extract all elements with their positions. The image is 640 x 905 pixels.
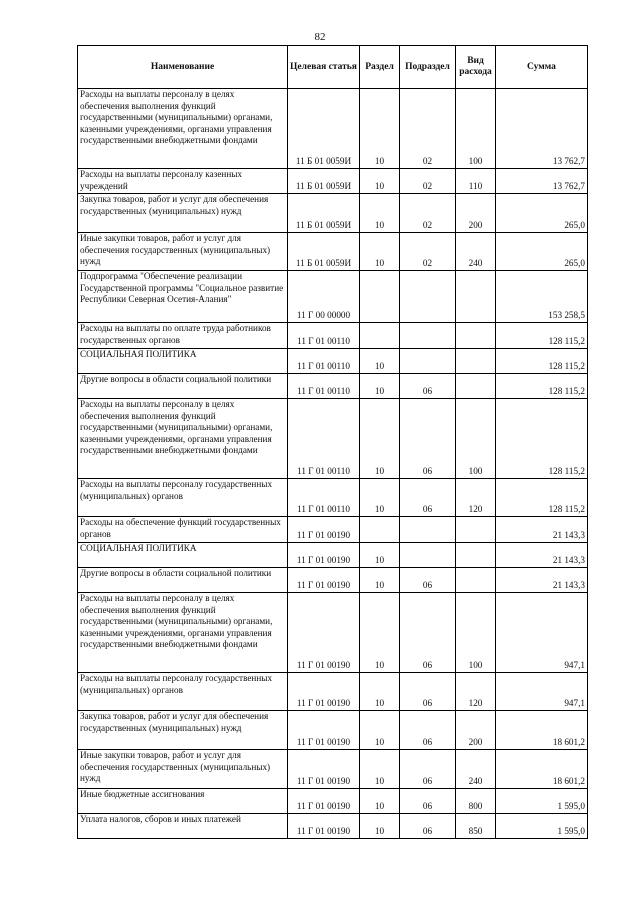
header-name: Наименование bbox=[78, 46, 288, 89]
row-name: Расходы на выплаты персоналу государственных (муниципальных) органов bbox=[78, 673, 288, 711]
row-section: 10 bbox=[360, 543, 400, 568]
row-expense-type bbox=[456, 374, 496, 399]
row-subsection: 06 bbox=[400, 789, 456, 814]
table-row bbox=[78, 593, 588, 673]
row-name: Расходы на выплаты персоналу государственных (муниципальных) органов bbox=[78, 479, 288, 517]
row-name: Расходы на выплаты персоналу в целях обеспечения выполнения функций государственными (муниципальными) органами, казенными учреждениями, органами управления государственными внебюджетными фондами bbox=[78, 593, 288, 673]
row-target: 11 Б 01 0059И bbox=[288, 169, 360, 194]
table-row bbox=[78, 399, 588, 479]
row-sum: 153 258,5 bbox=[496, 271, 588, 323]
row-section: 10 bbox=[360, 399, 400, 479]
table-row bbox=[78, 271, 588, 323]
row-target: 11 Г 01 00190 bbox=[288, 789, 360, 814]
row-section: 10 bbox=[360, 568, 400, 593]
table-row bbox=[78, 673, 588, 711]
row-section: 10 bbox=[360, 789, 400, 814]
table-row bbox=[78, 543, 588, 568]
row-sum: 21 143,3 bbox=[496, 517, 588, 543]
row-sum: 21 143,3 bbox=[496, 543, 588, 568]
table-row bbox=[78, 233, 588, 271]
row-expense-type: 850 bbox=[456, 814, 496, 839]
row-section: 10 bbox=[360, 374, 400, 399]
row-expense-type bbox=[456, 517, 496, 543]
row-expense-type: 100 bbox=[456, 399, 496, 479]
row-expense-type: 240 bbox=[456, 750, 496, 789]
row-sum: 18 601,2 bbox=[496, 750, 588, 789]
row-target: 11 Г 01 00190 bbox=[288, 673, 360, 711]
row-name: Закупка товаров, работ и услуг для обеспечения государственных (муниципальных) нужд bbox=[78, 711, 288, 750]
row-expense-type: 120 bbox=[456, 673, 496, 711]
row-subsection bbox=[400, 271, 456, 323]
header-section: Раздел bbox=[360, 46, 400, 89]
row-target: 11 Г 01 00190 bbox=[288, 593, 360, 673]
row-name: Расходы на выплаты персоналу казенных учреждений bbox=[78, 169, 288, 194]
row-target: 11 Г 01 00190 bbox=[288, 543, 360, 568]
row-name: Другие вопросы в области социальной политики bbox=[78, 374, 288, 399]
row-target: 11 Б 01 0059И bbox=[288, 194, 360, 233]
table-row bbox=[78, 89, 588, 169]
row-target: 11 Г 01 00110 bbox=[288, 349, 360, 374]
row-subsection: 06 bbox=[400, 479, 456, 517]
row-name: Другие вопросы в области социальной политики bbox=[78, 568, 288, 593]
row-sum: 1 595,0 bbox=[496, 814, 588, 839]
row-expense-type: 110 bbox=[456, 169, 496, 194]
row-target: 11 Б 01 0059И bbox=[288, 233, 360, 271]
row-subsection: 02 bbox=[400, 233, 456, 271]
row-name: СОЦИАЛЬНАЯ ПОЛИТИКА bbox=[78, 349, 288, 374]
row-subsection: 06 bbox=[400, 593, 456, 673]
row-subsection: 02 bbox=[400, 169, 456, 194]
row-section: 10 bbox=[360, 89, 400, 169]
row-expense-type: 800 bbox=[456, 789, 496, 814]
row-expense-type bbox=[456, 568, 496, 593]
row-section: 10 bbox=[360, 349, 400, 374]
table-row bbox=[78, 517, 588, 543]
row-section bbox=[360, 271, 400, 323]
row-sum: 265,0 bbox=[496, 233, 588, 271]
header-expense-type: Вид расхода bbox=[456, 46, 496, 89]
row-expense-type: 120 bbox=[456, 479, 496, 517]
row-expense-type: 100 bbox=[456, 89, 496, 169]
table-row bbox=[78, 568, 588, 593]
row-sum: 13 762,7 bbox=[496, 169, 588, 194]
row-name: Расходы на выплаты по оплате труда работников государственных органов bbox=[78, 323, 288, 349]
row-sum: 947,1 bbox=[496, 673, 588, 711]
row-sum: 18 601,2 bbox=[496, 711, 588, 750]
row-subsection bbox=[400, 517, 456, 543]
table-row bbox=[78, 323, 588, 349]
table-row bbox=[78, 169, 588, 194]
row-subsection: 06 bbox=[400, 568, 456, 593]
row-expense-type: 200 bbox=[456, 194, 496, 233]
row-sum: 21 143,3 bbox=[496, 568, 588, 593]
table-row bbox=[78, 479, 588, 517]
row-subsection: 06 bbox=[400, 374, 456, 399]
row-subsection: 06 bbox=[400, 399, 456, 479]
row-name: Иные закупки товаров, работ и услуг для обеспечения государственных (муниципальных) нужд bbox=[78, 233, 288, 271]
row-section: 10 bbox=[360, 814, 400, 839]
row-section: 10 bbox=[360, 711, 400, 750]
row-name: Уплата налогов, сборов и иных платежей bbox=[78, 814, 288, 839]
row-sum: 13 762,7 bbox=[496, 89, 588, 169]
row-target: 11 Г 01 00190 bbox=[288, 711, 360, 750]
table-row bbox=[78, 789, 588, 814]
row-section: 10 bbox=[360, 673, 400, 711]
row-subsection: 02 bbox=[400, 194, 456, 233]
row-subsection: 06 bbox=[400, 750, 456, 789]
row-section bbox=[360, 517, 400, 543]
row-name: Расходы на выплаты персоналу в целях обеспечения выполнения функций государственными (муниципальными) органами, казенными учреждениями, органами управления государственными внебюджетными фондами bbox=[78, 399, 288, 479]
row-sum: 128 115,2 bbox=[496, 349, 588, 374]
row-target: 11 Г 01 00110 bbox=[288, 374, 360, 399]
header-subsection: Подраздел bbox=[400, 46, 456, 89]
table-row bbox=[78, 750, 588, 789]
row-target: 11 Г 00 00000 bbox=[288, 271, 360, 323]
row-name: Иные бюджетные ассигнования bbox=[78, 789, 288, 814]
table-row bbox=[78, 374, 588, 399]
page-number: 82 bbox=[314, 31, 326, 43]
row-target: 11 Г 01 00190 bbox=[288, 814, 360, 839]
table-row bbox=[78, 814, 588, 839]
header-sum: Сумма bbox=[496, 46, 588, 89]
row-target: 11 Г 01 00110 bbox=[288, 479, 360, 517]
table-row bbox=[78, 194, 588, 233]
budget-table bbox=[77, 45, 588, 839]
table-row bbox=[78, 349, 588, 374]
row-sum: 128 115,2 bbox=[496, 374, 588, 399]
row-section: 10 bbox=[360, 169, 400, 194]
row-name: СОЦИАЛЬНАЯ ПОЛИТИКА bbox=[78, 543, 288, 568]
row-section: 10 bbox=[360, 479, 400, 517]
row-section: 10 bbox=[360, 194, 400, 233]
row-expense-type: 100 bbox=[456, 593, 496, 673]
row-name: Закупка товаров, работ и услуг для обеспечения государственных (муниципальных) нужд bbox=[78, 194, 288, 233]
row-subsection: 06 bbox=[400, 673, 456, 711]
row-target: 11 Г 01 00110 bbox=[288, 323, 360, 349]
row-target: 11 Г 01 00190 bbox=[288, 750, 360, 789]
row-section: 10 bbox=[360, 233, 400, 271]
row-sum: 947,1 bbox=[496, 593, 588, 673]
table-row bbox=[78, 711, 588, 750]
row-sum: 128 115,2 bbox=[496, 479, 588, 517]
row-name: Расходы на выплаты персоналу в целях обеспечения выполнения функций государственными (муниципальными) органами, казенными учреждениями, органами управления государственными внебюджетными фондами bbox=[78, 89, 288, 169]
row-subsection: 06 bbox=[400, 711, 456, 750]
row-target: 11 Г 01 00110 bbox=[288, 399, 360, 479]
row-expense-type: 200 bbox=[456, 711, 496, 750]
row-subsection bbox=[400, 543, 456, 568]
row-name: Подпрограмма "Обеспечение реализации Государственной программы "Социальное развитие Республики Северная Осетия-Алания" bbox=[78, 271, 288, 323]
row-expense-type bbox=[456, 349, 496, 374]
row-subsection bbox=[400, 349, 456, 374]
row-name: Иные закупки товаров, работ и услуг для обеспечения государственных (муниципальных) нужд bbox=[78, 750, 288, 789]
row-expense-type: 240 bbox=[456, 233, 496, 271]
row-subsection: 06 bbox=[400, 814, 456, 839]
row-name: Расходы на обеспечение функций государственных органов bbox=[78, 517, 288, 543]
row-expense-type bbox=[456, 543, 496, 568]
header-target: Целевая статья bbox=[288, 46, 360, 89]
row-sum: 1 595,0 bbox=[496, 789, 588, 814]
row-sum: 128 115,2 bbox=[496, 323, 588, 349]
row-expense-type bbox=[456, 271, 496, 323]
row-expense-type bbox=[456, 323, 496, 349]
row-subsection: 02 bbox=[400, 89, 456, 169]
row-section: 10 bbox=[360, 593, 400, 673]
row-target: 11 Г 01 00190 bbox=[288, 568, 360, 593]
table-header-row bbox=[78, 46, 588, 89]
row-section bbox=[360, 323, 400, 349]
row-section: 10 bbox=[360, 750, 400, 789]
row-sum: 128 115,2 bbox=[496, 399, 588, 479]
row-target: 11 Б 01 0059И bbox=[288, 89, 360, 169]
row-sum: 265,0 bbox=[496, 194, 588, 233]
row-target: 11 Г 01 00190 bbox=[288, 517, 360, 543]
row-subsection bbox=[400, 323, 456, 349]
